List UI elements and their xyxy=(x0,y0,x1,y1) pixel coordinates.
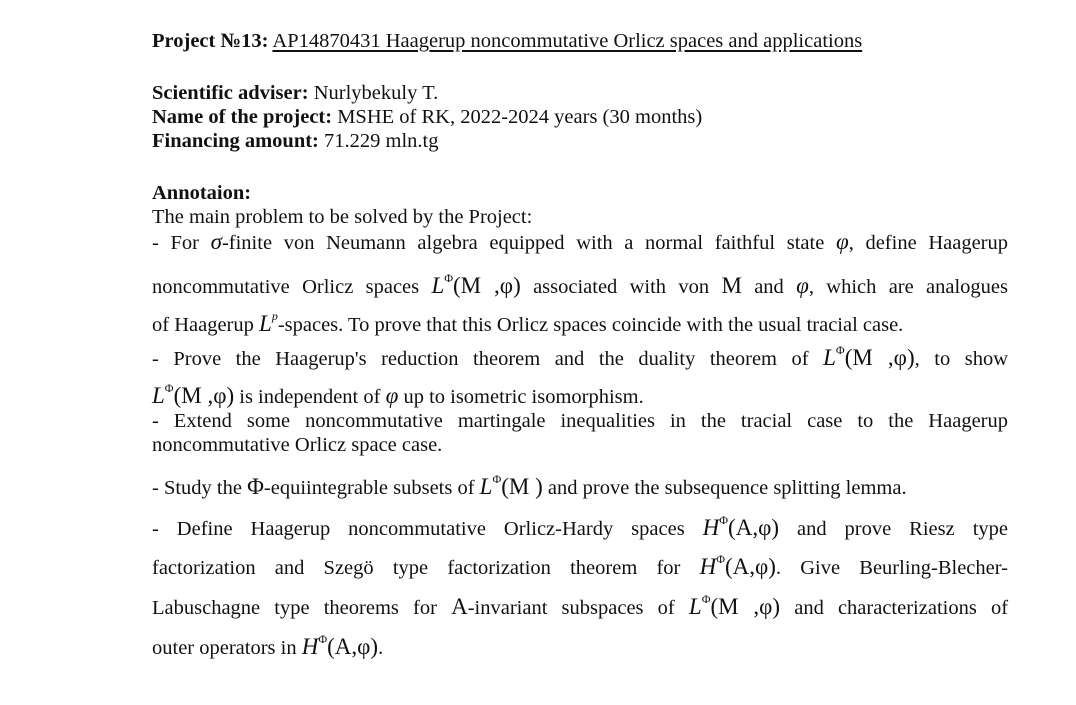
project-name-label: Name of the project: xyxy=(152,106,333,128)
p5-line4: outer operators in $H^\Phi(A,\varphi)$. xyxy=(152,632,384,659)
financing-label: Financing amount: xyxy=(152,130,319,152)
adviser-value: Nurlybekuly T. xyxy=(313,82,439,104)
project-title: AP14870431 Haagerup noncommutative Orlicz spaces and applications xyxy=(272,30,863,52)
p1-line1: - For σ-finite von Neumann algebra equipped with a normal faithful state φ, define Haagerup xyxy=(152,229,1009,254)
financing-line xyxy=(152,129,438,153)
p4-line1: - Study the Φ-equiintegrable subsets of $L^\Phi(M$ ) and prove the subsequence splitting lemma. xyxy=(152,472,907,499)
p5-line2: factorization and Szegö type factorization theorem for $H^\Phi(A,\varphi)$. Give Beurling-Blecher- xyxy=(152,552,1008,579)
p2-line2: $L^\Phi(M$ ,φ) is independent of φ up to isometric isomorphism. xyxy=(152,381,644,408)
p3-line1: - Extend some noncommutative martingale inequalities in the tracial case to the Haagerup xyxy=(152,410,1008,432)
financing-value: 71.229 mln.tg xyxy=(324,130,439,152)
annotation-heading: Annotaion: xyxy=(152,182,252,204)
sigma-symbol: σ xyxy=(210,229,222,254)
p3-line2: noncommutative Orlicz space case. xyxy=(152,434,443,456)
p1-line2: noncommutative Orlicz spaces $L^\Phi(M$ ,φ) associated with von M and φ, which are analogues xyxy=(152,271,1009,298)
project-name-line xyxy=(152,105,702,129)
adviser-label: Scientific adviser: xyxy=(152,82,309,104)
project-heading xyxy=(152,29,862,53)
p5-line1: - Define Haagerup noncommutative Orlicz-Hardy spaces $H^\Phi(A,\varphi)$ and prove Riesz type xyxy=(152,513,1008,540)
project-label: Project №13: xyxy=(152,30,269,52)
p2-line1: - Prove the Haagerup's reduction theorem and the duality theorem of $L^\Phi(M$ ,φ), to show xyxy=(152,343,1009,370)
adviser-line xyxy=(152,81,438,105)
annotation-intro: The main problem to be solved by the Project: xyxy=(152,206,533,228)
p5-line3: Labuschagne type theorems for A-invariant subspaces of $L^\Phi(M$ ,φ) and characterizations of xyxy=(152,592,1009,619)
p1-line3: of Haagerup $L^p$-spaces. To prove that this Orlicz spaces coincide with the usual tracial case. xyxy=(152,309,904,336)
project-name-value: MSHE of RK, 2022-2024 years (30 months) xyxy=(337,106,703,128)
